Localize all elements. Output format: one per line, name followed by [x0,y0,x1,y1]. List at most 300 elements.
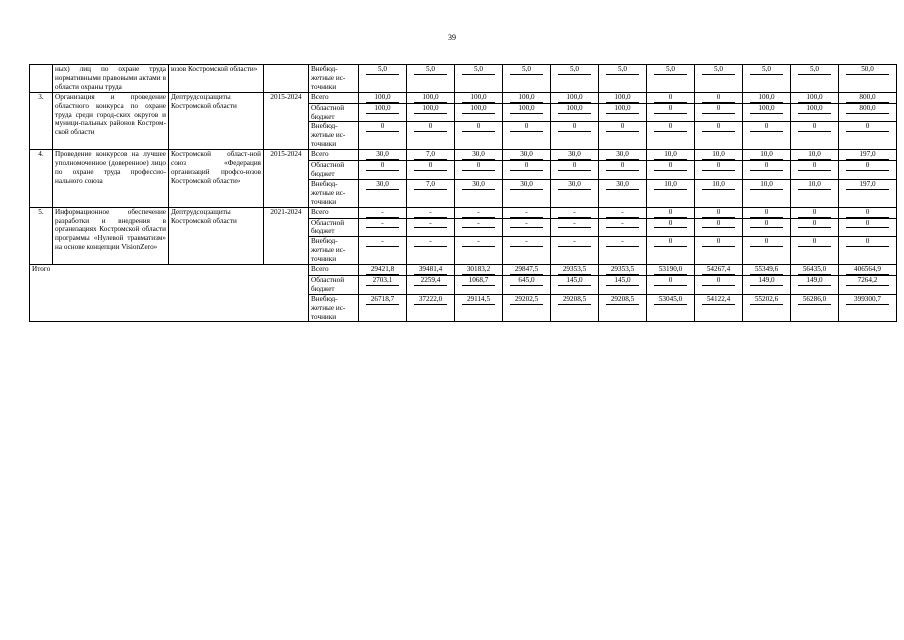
year-value-cell [599,179,647,207]
value-text: 0 [702,208,735,218]
year-value-cell [359,179,407,207]
value-text: 5,0 [366,65,399,75]
value-text: 399300,7 [846,295,889,305]
year-value-cell [647,150,695,161]
year-value-cell [359,275,407,294]
measure-name: Организация и проведение областного конкурса по охране труда среди город-ских округов и муници-пальных районов Костром-ской области [53,92,169,149]
total-label: Итого [30,265,309,322]
year-value-cell [743,92,791,103]
value-text: - [606,208,639,218]
value-text: - [462,208,495,218]
value-text: 5,0 [558,65,591,75]
value-text: 0 [750,219,783,229]
value-text: 7264,2 [846,276,889,286]
value-text: 10,0 [702,150,735,160]
value-text: 0 [798,219,831,229]
year-value-cell [407,103,455,122]
value-text: 10,0 [798,180,831,190]
funding-source: Областной бюджет [309,275,359,294]
value-text: 0 [366,161,399,171]
value-text: 0 [702,219,735,229]
year-value-cell [455,218,503,237]
value-text: - [366,237,399,247]
year-value-cell [695,150,743,161]
year-value-cell [599,65,647,93]
value-text: - [510,219,543,229]
value-text: 53045,0 [654,295,687,305]
value-text: 37222,0 [414,295,447,305]
year-value-cell [503,161,551,180]
value-text: 0 [366,122,399,132]
value-text: 0 [798,161,831,171]
value-text: 0 [846,208,889,218]
year-value-cell [407,65,455,93]
year-value-cell [647,103,695,122]
value-text: 29208,5 [606,295,639,305]
period [264,65,309,93]
value-text: 0 [558,161,591,171]
year-value-cell [599,294,647,322]
total-cell [839,150,897,161]
year-value-cell [359,103,407,122]
value-text: 100,0 [558,104,591,114]
year-value-cell [599,92,647,103]
year-value-cell [551,150,599,161]
year-value-cell [455,275,503,294]
executor: юзов Костромской области» [169,65,264,93]
value-text: 100,0 [750,93,783,103]
year-value-cell [695,92,743,103]
year-value-cell [791,161,839,180]
value-text: 0 [558,122,591,132]
year-value-cell [647,218,695,237]
value-text: 406564,9 [846,265,889,275]
year-value-cell [791,207,839,218]
year-value-cell [695,294,743,322]
year-value-cell [695,122,743,150]
year-value-cell [359,150,407,161]
funding-source: Внебюд-жетные ис-точники [309,294,359,322]
year-value-cell [551,218,599,237]
value-text: 29421,8 [366,265,399,275]
year-value-cell [599,103,647,122]
year-value-cell [551,122,599,150]
value-text: 0 [750,237,783,247]
year-value-cell [503,294,551,322]
year-value-cell [791,150,839,161]
executor: Дептрудсоцзащиты Костромской области [169,207,264,264]
value-text: 50,0 [846,65,889,75]
total-row [30,265,897,276]
year-value-cell [551,179,599,207]
year-value-cell [407,237,455,265]
value-text: 30,0 [606,180,639,190]
total-cell [839,92,897,103]
value-text: 39481,4 [414,265,447,275]
total-cell [839,265,897,276]
year-value-cell [599,122,647,150]
period: 2021-2024 [264,207,309,264]
value-text: - [606,219,639,229]
value-text: 30,0 [606,150,639,160]
total-cell [839,275,897,294]
period: 2015-2024 [264,92,309,149]
year-value-cell [551,275,599,294]
year-value-cell [647,207,695,218]
year-value-cell [407,161,455,180]
year-value-cell [791,218,839,237]
value-text: 149,0 [750,276,783,286]
value-text: 29353,5 [606,265,639,275]
value-text: 0 [702,276,735,286]
value-text: 30,0 [462,150,495,160]
year-value-cell [455,265,503,276]
value-text: - [558,208,591,218]
funding-source: Внебюд-жетные ис-точники [309,122,359,150]
year-value-cell [359,65,407,93]
value-text: - [414,219,447,229]
value-text: 0 [798,237,831,247]
year-value-cell [647,122,695,150]
value-text: 30,0 [510,150,543,160]
year-value-cell [743,294,791,322]
value-text: 100,0 [750,104,783,114]
value-text: 0 [654,276,687,286]
value-text: 0 [798,122,831,132]
year-value-cell [743,179,791,207]
year-value-cell [455,103,503,122]
value-text: 7,0 [414,150,447,160]
year-value-cell [599,207,647,218]
total-cell [839,179,897,207]
funding-source: Областной бюджет [309,218,359,237]
value-text: 55349,6 [750,265,783,275]
value-text: 0 [654,219,687,229]
value-text: 10,0 [798,150,831,160]
year-value-cell [407,265,455,276]
row-number: 5. [30,207,53,264]
year-value-cell [359,265,407,276]
year-value-cell [647,275,695,294]
value-text: 10,0 [654,150,687,160]
year-value-cell [503,265,551,276]
year-value-cell [599,161,647,180]
value-text: - [510,208,543,218]
value-text: 30,0 [558,180,591,190]
value-text: 0 [606,122,639,132]
year-value-cell [503,237,551,265]
value-text: 29353,5 [558,265,591,275]
value-text: 30,0 [366,150,399,160]
row-number [30,65,53,93]
value-text: 0 [702,237,735,247]
value-text: 0 [654,122,687,132]
funding-source: Областной бюджет [309,103,359,122]
year-value-cell [599,275,647,294]
year-value-cell [503,103,551,122]
year-value-cell [599,237,647,265]
year-value-cell [455,150,503,161]
year-value-cell [743,150,791,161]
value-text: - [366,208,399,218]
value-text: 645,0 [510,276,543,286]
year-value-cell [791,294,839,322]
value-text: - [414,208,447,218]
value-text: 29114,5 [462,295,495,305]
year-value-cell [551,294,599,322]
year-value-cell [407,179,455,207]
year-value-cell [647,237,695,265]
value-text: 0 [462,122,495,132]
value-text: 100,0 [414,104,447,114]
year-value-cell [791,179,839,207]
period: 2015-2024 [264,150,309,207]
value-text: 0 [702,93,735,103]
year-value-cell [695,218,743,237]
total-cell [839,122,897,150]
year-value-cell [743,265,791,276]
year-value-cell [743,122,791,150]
year-value-cell [551,92,599,103]
value-text: 0 [654,237,687,247]
value-text: 0 [414,161,447,171]
year-value-cell [407,150,455,161]
year-value-cell [407,275,455,294]
year-value-cell [407,92,455,103]
year-value-cell [647,65,695,93]
year-value-cell [791,275,839,294]
value-text: - [510,237,543,247]
value-text: 2703,1 [366,276,399,286]
table-row [30,150,897,161]
value-text: 55202,6 [750,295,783,305]
value-text: 56286,0 [798,295,831,305]
value-text: 0 [846,122,889,132]
value-text: 5,0 [798,65,831,75]
year-value-cell [791,103,839,122]
value-text: 54267,4 [702,265,735,275]
year-value-cell [695,103,743,122]
year-value-cell [791,265,839,276]
year-value-cell [743,65,791,93]
year-value-cell [503,65,551,93]
value-text: 0 [414,122,447,132]
year-value-cell [791,92,839,103]
value-text: 53190,0 [654,265,687,275]
value-text: 5,0 [510,65,543,75]
year-value-cell [503,179,551,207]
value-text: 100,0 [558,93,591,103]
value-text: 30,0 [462,180,495,190]
value-text: 0 [462,161,495,171]
year-value-cell [743,275,791,294]
value-text: 0 [606,161,639,171]
value-text: 5,0 [606,65,639,75]
year-value-cell [455,122,503,150]
value-text: 1068,7 [462,276,495,286]
year-value-cell [743,218,791,237]
value-text: 5,0 [414,65,447,75]
year-value-cell [455,294,503,322]
year-value-cell [791,237,839,265]
value-text: 0 [798,208,831,218]
value-text: 0 [510,161,543,171]
year-value-cell [647,161,695,180]
value-text: 100,0 [366,104,399,114]
year-value-cell [503,122,551,150]
year-value-cell [407,122,455,150]
table-row [30,92,897,103]
program-table [29,64,897,322]
value-text: - [462,237,495,247]
value-text: 197,0 [846,180,889,190]
value-text: 29208,5 [558,295,591,305]
year-value-cell [359,294,407,322]
year-value-cell [695,65,743,93]
year-value-cell [455,92,503,103]
value-text: 100,0 [462,93,495,103]
value-text: 0 [702,122,735,132]
value-text: 10,0 [702,180,735,190]
value-text: 100,0 [510,104,543,114]
value-text: 100,0 [798,104,831,114]
year-value-cell [743,103,791,122]
funding-source: Внебюд-жетные ис-точники [309,65,359,93]
measure-name: ных) лиц по охране труда нормативными правовыми актами в области охраны труда [53,65,169,93]
year-value-cell [551,207,599,218]
year-value-cell [551,161,599,180]
value-text: 0 [654,104,687,114]
year-value-cell [359,207,407,218]
year-value-cell [695,207,743,218]
page-number: 39 [448,33,456,42]
value-text: 29847,5 [510,265,543,275]
value-text: 0 [702,104,735,114]
value-text: 149,0 [798,276,831,286]
total-cell [839,161,897,180]
measure-name: Информационное обеспечение разработки и внедрения в организациях Костромской области программы «Нулевой травматизм» на основе концепции VisionZero» [53,207,169,264]
executor: Дептрудсоцзащиты Костромской области [169,92,264,149]
row-number: 3. [30,92,53,149]
value-text: 100,0 [366,93,399,103]
year-value-cell [455,65,503,93]
value-text: 0 [846,219,889,229]
year-value-cell [503,218,551,237]
year-value-cell [695,237,743,265]
year-value-cell [695,265,743,276]
value-text: 0 [654,93,687,103]
value-text: - [606,237,639,247]
year-value-cell [503,92,551,103]
year-value-cell [359,92,407,103]
year-value-cell [407,218,455,237]
value-text: 10,0 [750,150,783,160]
value-text: 5,0 [462,65,495,75]
funding-source: Всего [309,207,359,218]
value-text: 7,0 [414,180,447,190]
funding-source: Внебюд-жетные ис-точники [309,237,359,265]
value-text: 145,0 [558,276,591,286]
total-cell [839,294,897,322]
funding-source: Внебюд-жетные ис-точники [309,179,359,207]
value-text: 5,0 [654,65,687,75]
year-value-cell [407,207,455,218]
value-text: 197,0 [846,150,889,160]
value-text: - [558,237,591,247]
value-text: - [558,219,591,229]
year-value-cell [455,207,503,218]
value-text: 10,0 [750,180,783,190]
year-value-cell [551,65,599,93]
value-text: 54122,4 [702,295,735,305]
year-value-cell [359,161,407,180]
year-value-cell [599,218,647,237]
value-text: 0 [510,122,543,132]
value-text: 0 [846,237,889,247]
value-text: 0 [654,161,687,171]
measure-name: Проведение конкурсов на лучшее уполномоченное (доверенное) лицо по охране труда профессио-нального союза [53,150,169,207]
value-text: 0 [654,208,687,218]
year-value-cell [551,265,599,276]
total-cell [839,218,897,237]
value-text: 2259,4 [414,276,447,286]
value-text: 30,0 [558,150,591,160]
year-value-cell [359,237,407,265]
year-value-cell [647,265,695,276]
value-text: 800,0 [846,104,889,114]
year-value-cell [359,218,407,237]
value-text: - [366,219,399,229]
value-text: 100,0 [462,104,495,114]
value-text: 100,0 [414,93,447,103]
value-text: 100,0 [510,93,543,103]
value-text: - [462,219,495,229]
year-value-cell [743,237,791,265]
value-text: 145,0 [606,276,639,286]
total-cell [839,207,897,218]
year-value-cell [647,179,695,207]
funding-source: Всего [309,265,359,276]
year-value-cell [551,237,599,265]
executor: Костромской област-ной союз «Федерация организаций профсо-юзов Костромской области» [169,150,264,207]
year-value-cell [503,275,551,294]
year-value-cell [455,161,503,180]
year-value-cell [647,92,695,103]
value-text: 0 [750,122,783,132]
value-text: 5,0 [750,65,783,75]
value-text: 100,0 [606,104,639,114]
funding-source: Всего [309,150,359,161]
value-text: 30183,2 [462,265,495,275]
value-text: 100,0 [606,93,639,103]
value-text: 29202,5 [510,295,543,305]
table-row [30,207,897,218]
year-value-cell [743,207,791,218]
value-text: 100,0 [798,93,831,103]
value-text: 30,0 [366,180,399,190]
year-value-cell [791,65,839,93]
year-value-cell [743,161,791,180]
value-text: 800,0 [846,93,889,103]
total-cell [839,65,897,93]
value-text: 10,0 [654,180,687,190]
value-text: - [414,237,447,247]
value-text: 30,0 [510,180,543,190]
value-text: 26718,7 [366,295,399,305]
year-value-cell [551,103,599,122]
value-text: 0 [750,208,783,218]
year-value-cell [359,122,407,150]
